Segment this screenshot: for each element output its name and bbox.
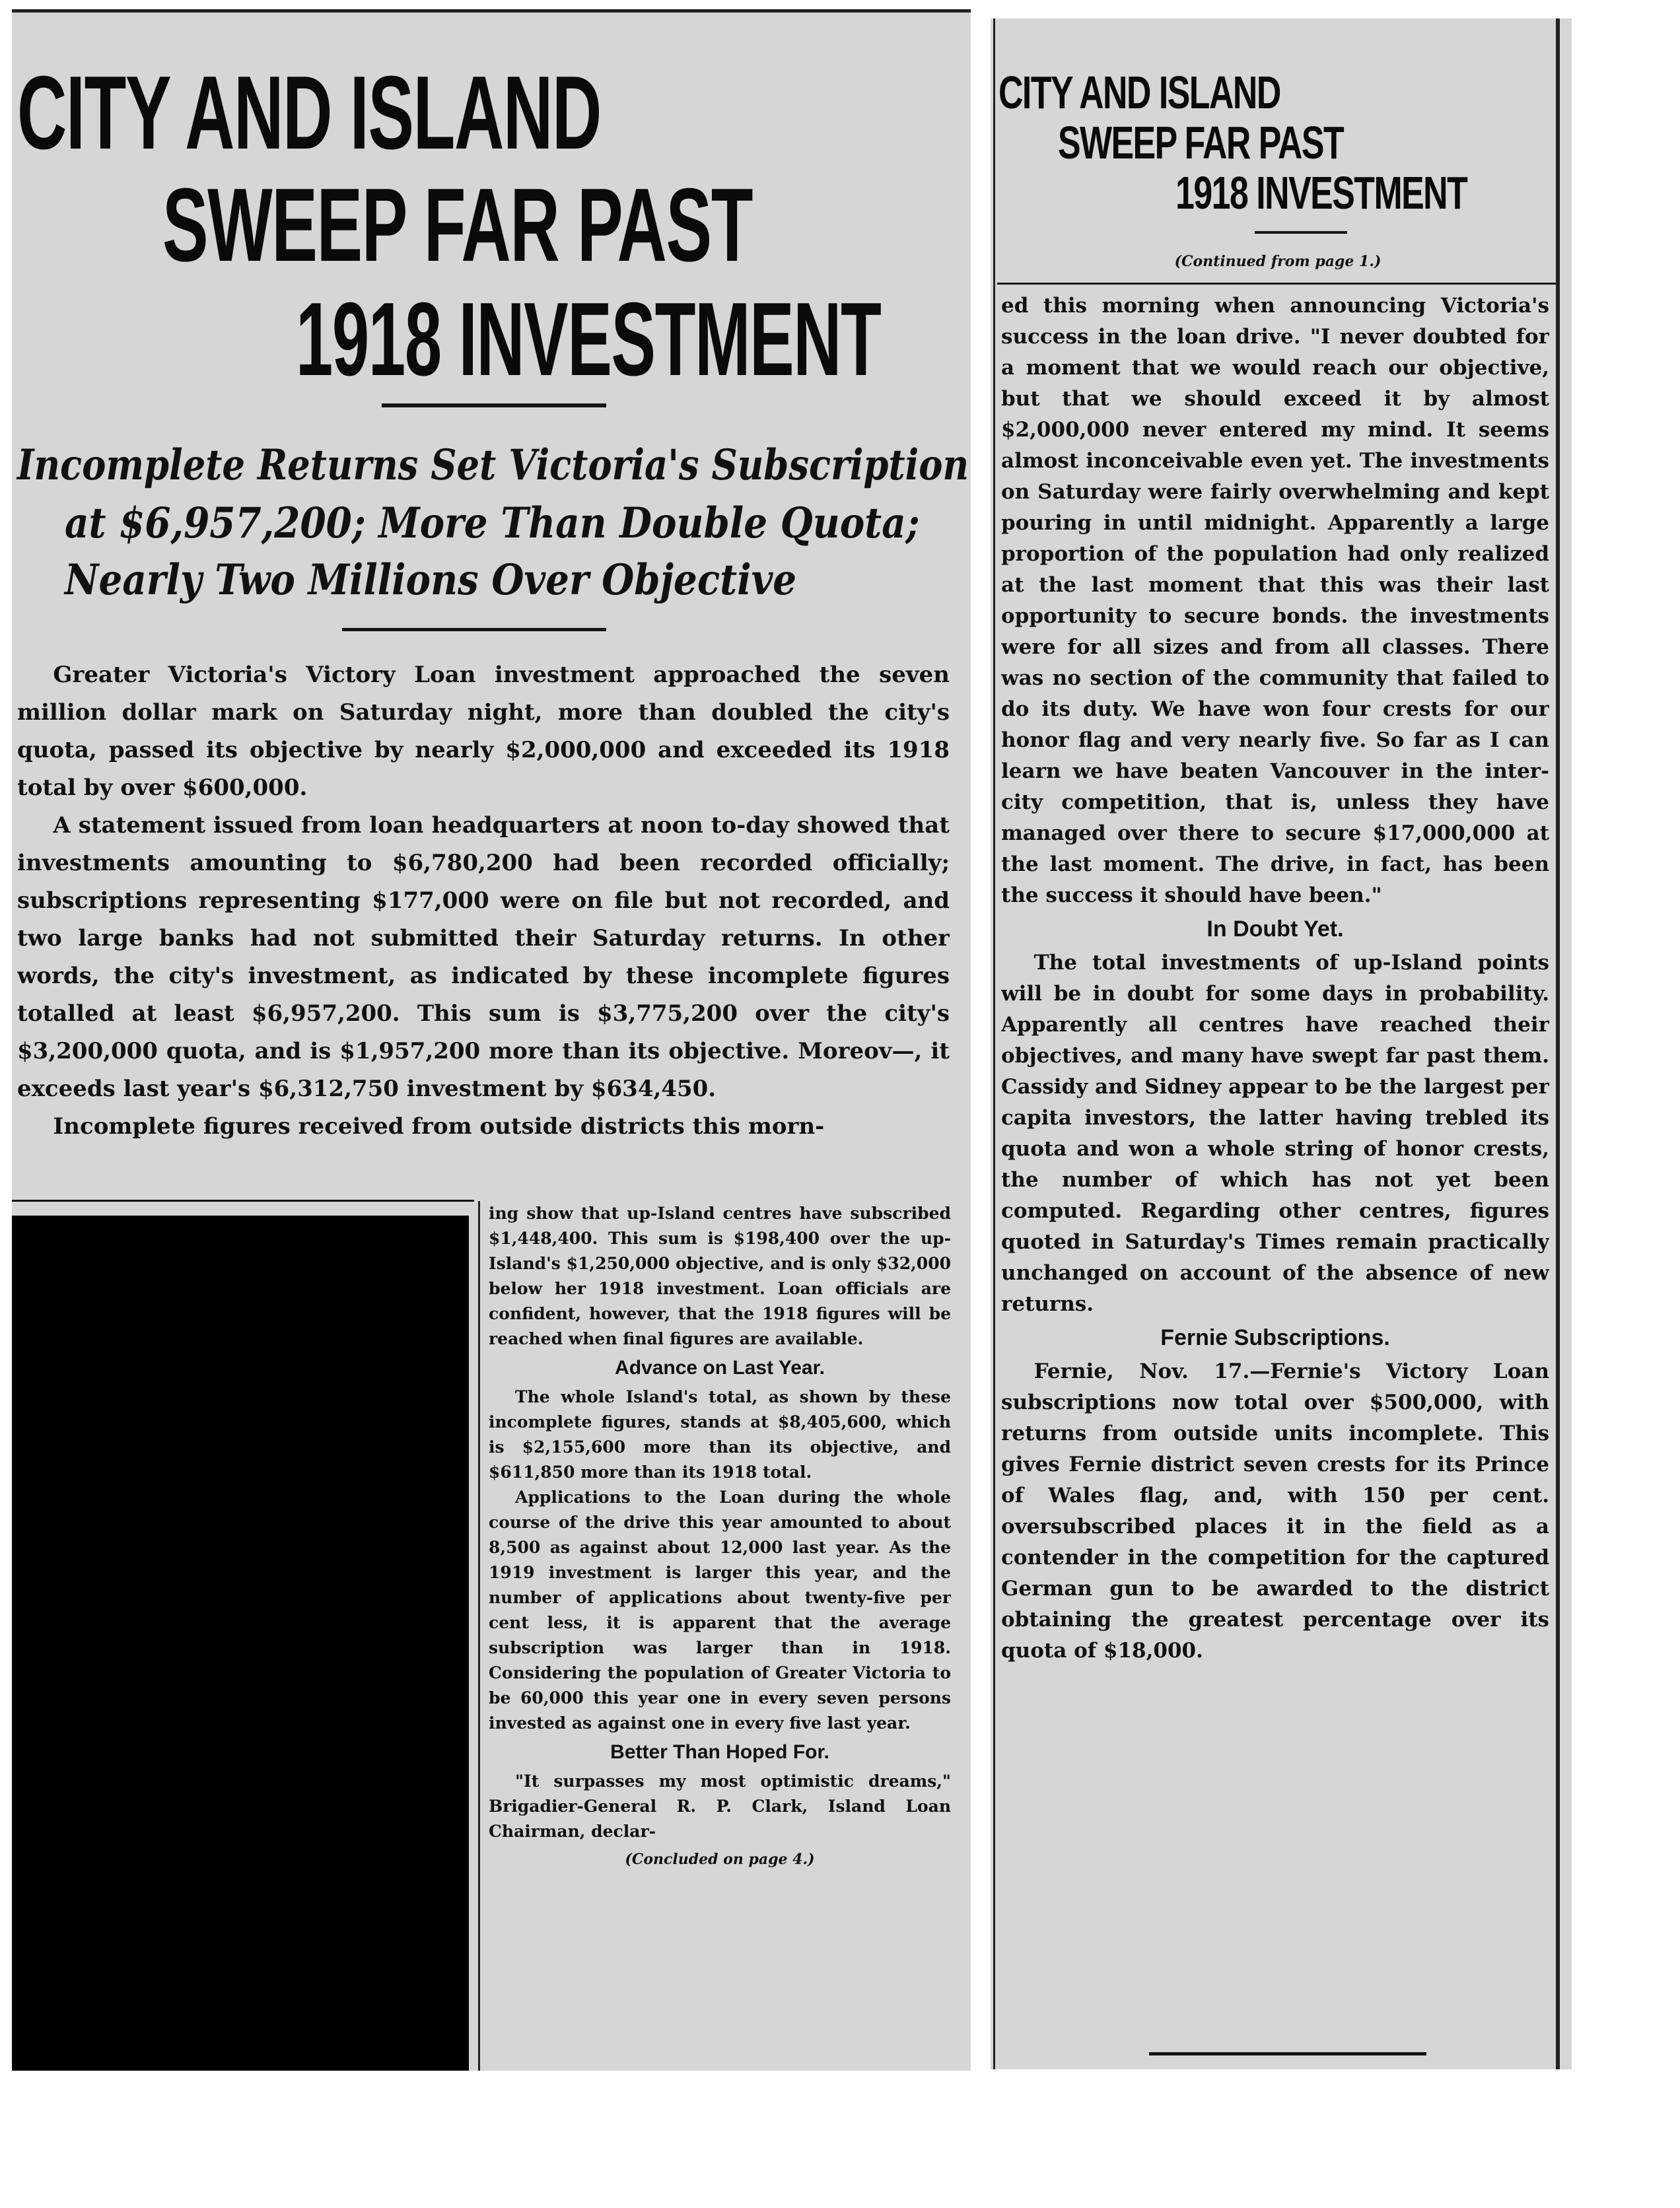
- lead-paragraph: Incomplete figures received from outside districts this morn-: [53, 1113, 825, 1140]
- lead-article-text: [17, 656, 950, 1198]
- headline-line-3: 1918 INVESTMENT: [296, 281, 881, 397]
- right-headline-rule: [1255, 231, 1347, 234]
- right-top-rule: [997, 283, 1556, 285]
- right-headline-line-3: 1918 INVESTMENT: [1175, 167, 1467, 219]
- section-paragraph: The whole Island's total, as shown by these incomplete figures, stands at $8,405,600, which is $2,155,600 more than its objective, and $611,850 more than its 1918 total.: [489, 1387, 951, 1482]
- left-border-line: [993, 18, 995, 2069]
- column-divider: [478, 1201, 480, 2071]
- deck-line-2: at $6,957,200; More Than Double Quota;: [65, 499, 920, 548]
- subhead-better: Better Than Hoped For.: [610, 1741, 829, 1763]
- deck-rule: [342, 628, 606, 631]
- subhead-advance: Advance on Last Year.: [615, 1357, 825, 1379]
- section-paragraph: Fernie, Nov. 17.—Fernie's Victory Loan subscriptions now total over $500,000, with returns from outside units incomplete. This gives Fernie district seven crests for its Prince of Wales flag, and, with 150 per cent. oversubscribed places it in the field as a contender in the competition for the captured German gun to be awarded to the district obtaining the greatest percentage over its quota of $18,000.: [1001, 1360, 1549, 1663]
- opening-paragraph: ed this morning when announcing Victoria's success in the loan drive. "I never doubted for a moment that we would reach our objective, but that we should exceed it by almost $2,000,000 never entered my mind. It seems almost inconceivable even yet. The investments on Saturday were fairly overwhelming and kept pouring in until midnight. Apparently a large proportion of the population had only realized at the last moment that this was their last opportunity to secure bonds. the investments were for all sizes and from all classes. There was no section of the community that failed to do its duty. We have won four crests for our honor flag and very nearly five. So far as I can learn we have beaten Vancouver in the inter-city competition, that is, unless they have managed over there to secure $17,000,000 at the last moment. The drive, in fact, has been the success it should have been.": [1001, 294, 1549, 907]
- deck-line-1: Incomplete Returns Set Victoria's Subscription: [17, 440, 969, 490]
- deck-line-3: Nearly Two Millions Over Objective: [65, 555, 797, 605]
- right-border-line: [1556, 18, 1560, 2069]
- headline-line-1: CITY AND ISLAND: [17, 55, 601, 171]
- section-paragraph: Applications to the Loan during the whole course of the drive this year amounted to about 8,500 as against about 12,000 last year. As the 1919 investment is larger this year, and the number of applications about twenty-five per cent less, it is apparent that the average subscription was larger than in 1918. Considering the population of Greater Victoria to be 60,000 this year one in every seven persons invested as against one in every five last year.: [489, 1488, 951, 1733]
- column-paragraph: ing show that up-Island centres have subscribed $1,448,400. This sum is $198,400 over the up-Island's $1,250,000 objective, and is only $32,000 below her 1918 investment. Loan officials are confident, however, that the 1918 figures will be reached when final figures are available.: [489, 1204, 951, 1348]
- lead-paragraph: Greater Victoria's Victory Loan investment approached the seven million dollar mark on Saturday night, more than doubled the city's quota, passed its objective by nearly $2,000,000 and exceeded its 1918 total by over $600,000.: [17, 662, 950, 801]
- continuation-note: (Concluded on page 4.): [625, 1851, 815, 1868]
- right-headline-line-2: SWEEP FAR PAST: [1058, 117, 1344, 168]
- section-paragraph: The total investments of up-Island points will be in doubt for some days in probability. Apparently all centres have reached their objectives, and many have swept far past them. Cassidy and Sidney appear to be the largest per capita investors, the latter having trebled its quota and won a whole string of honor crests, the number of which has not yet been computed. Regarding other centres, figures quoted in Saturday's Times remain practically unchanged on account of the absence of new returns.: [1001, 951, 1549, 1316]
- lead-paragraph: A statement issued from loan headquarters at noon to-day showed that investments amounting to $6,780,200 had been recorded officially; subscriptions representing $177,000 were on file but not recorded, and two large banks had not submitted their Saturday returns. In other words, the city's investment, as indicated by these incomplete figures totalled at least $6,957,200. This sum is $3,775,200 over the city's $3,200,000 quota, and is $1,957,200 more than its objective. Moreov—, it exceeds last year's $6,312,750 investment by $634,450.: [17, 812, 950, 1102]
- headline-rule: [382, 403, 606, 407]
- continued-note: (Continued from page 1.): [1174, 253, 1382, 270]
- column-split-rule: [12, 1200, 474, 1202]
- subhead-in-doubt: In Doubt Yet.: [1207, 916, 1344, 942]
- subhead-fernie: Fernie Subscriptions.: [1160, 1325, 1390, 1350]
- section-paragraph: "It surpasses my most optimistic dreams," Brigadier-General R. P. Clark, Island Loan Chairman, declar-: [489, 1772, 951, 1841]
- right-article-text: [1001, 291, 1549, 2034]
- right-bottom-rule: [1149, 2052, 1426, 2055]
- left-clipping: [12, 9, 971, 2071]
- headline-line-2: SWEEP FAR PAST: [162, 167, 753, 283]
- redacted-block: [12, 1216, 469, 2071]
- right-clipping: [991, 18, 1572, 2069]
- right-column-text: [489, 1201, 951, 2071]
- right-headline-line-1: CITY AND ISLAND: [998, 67, 1280, 118]
